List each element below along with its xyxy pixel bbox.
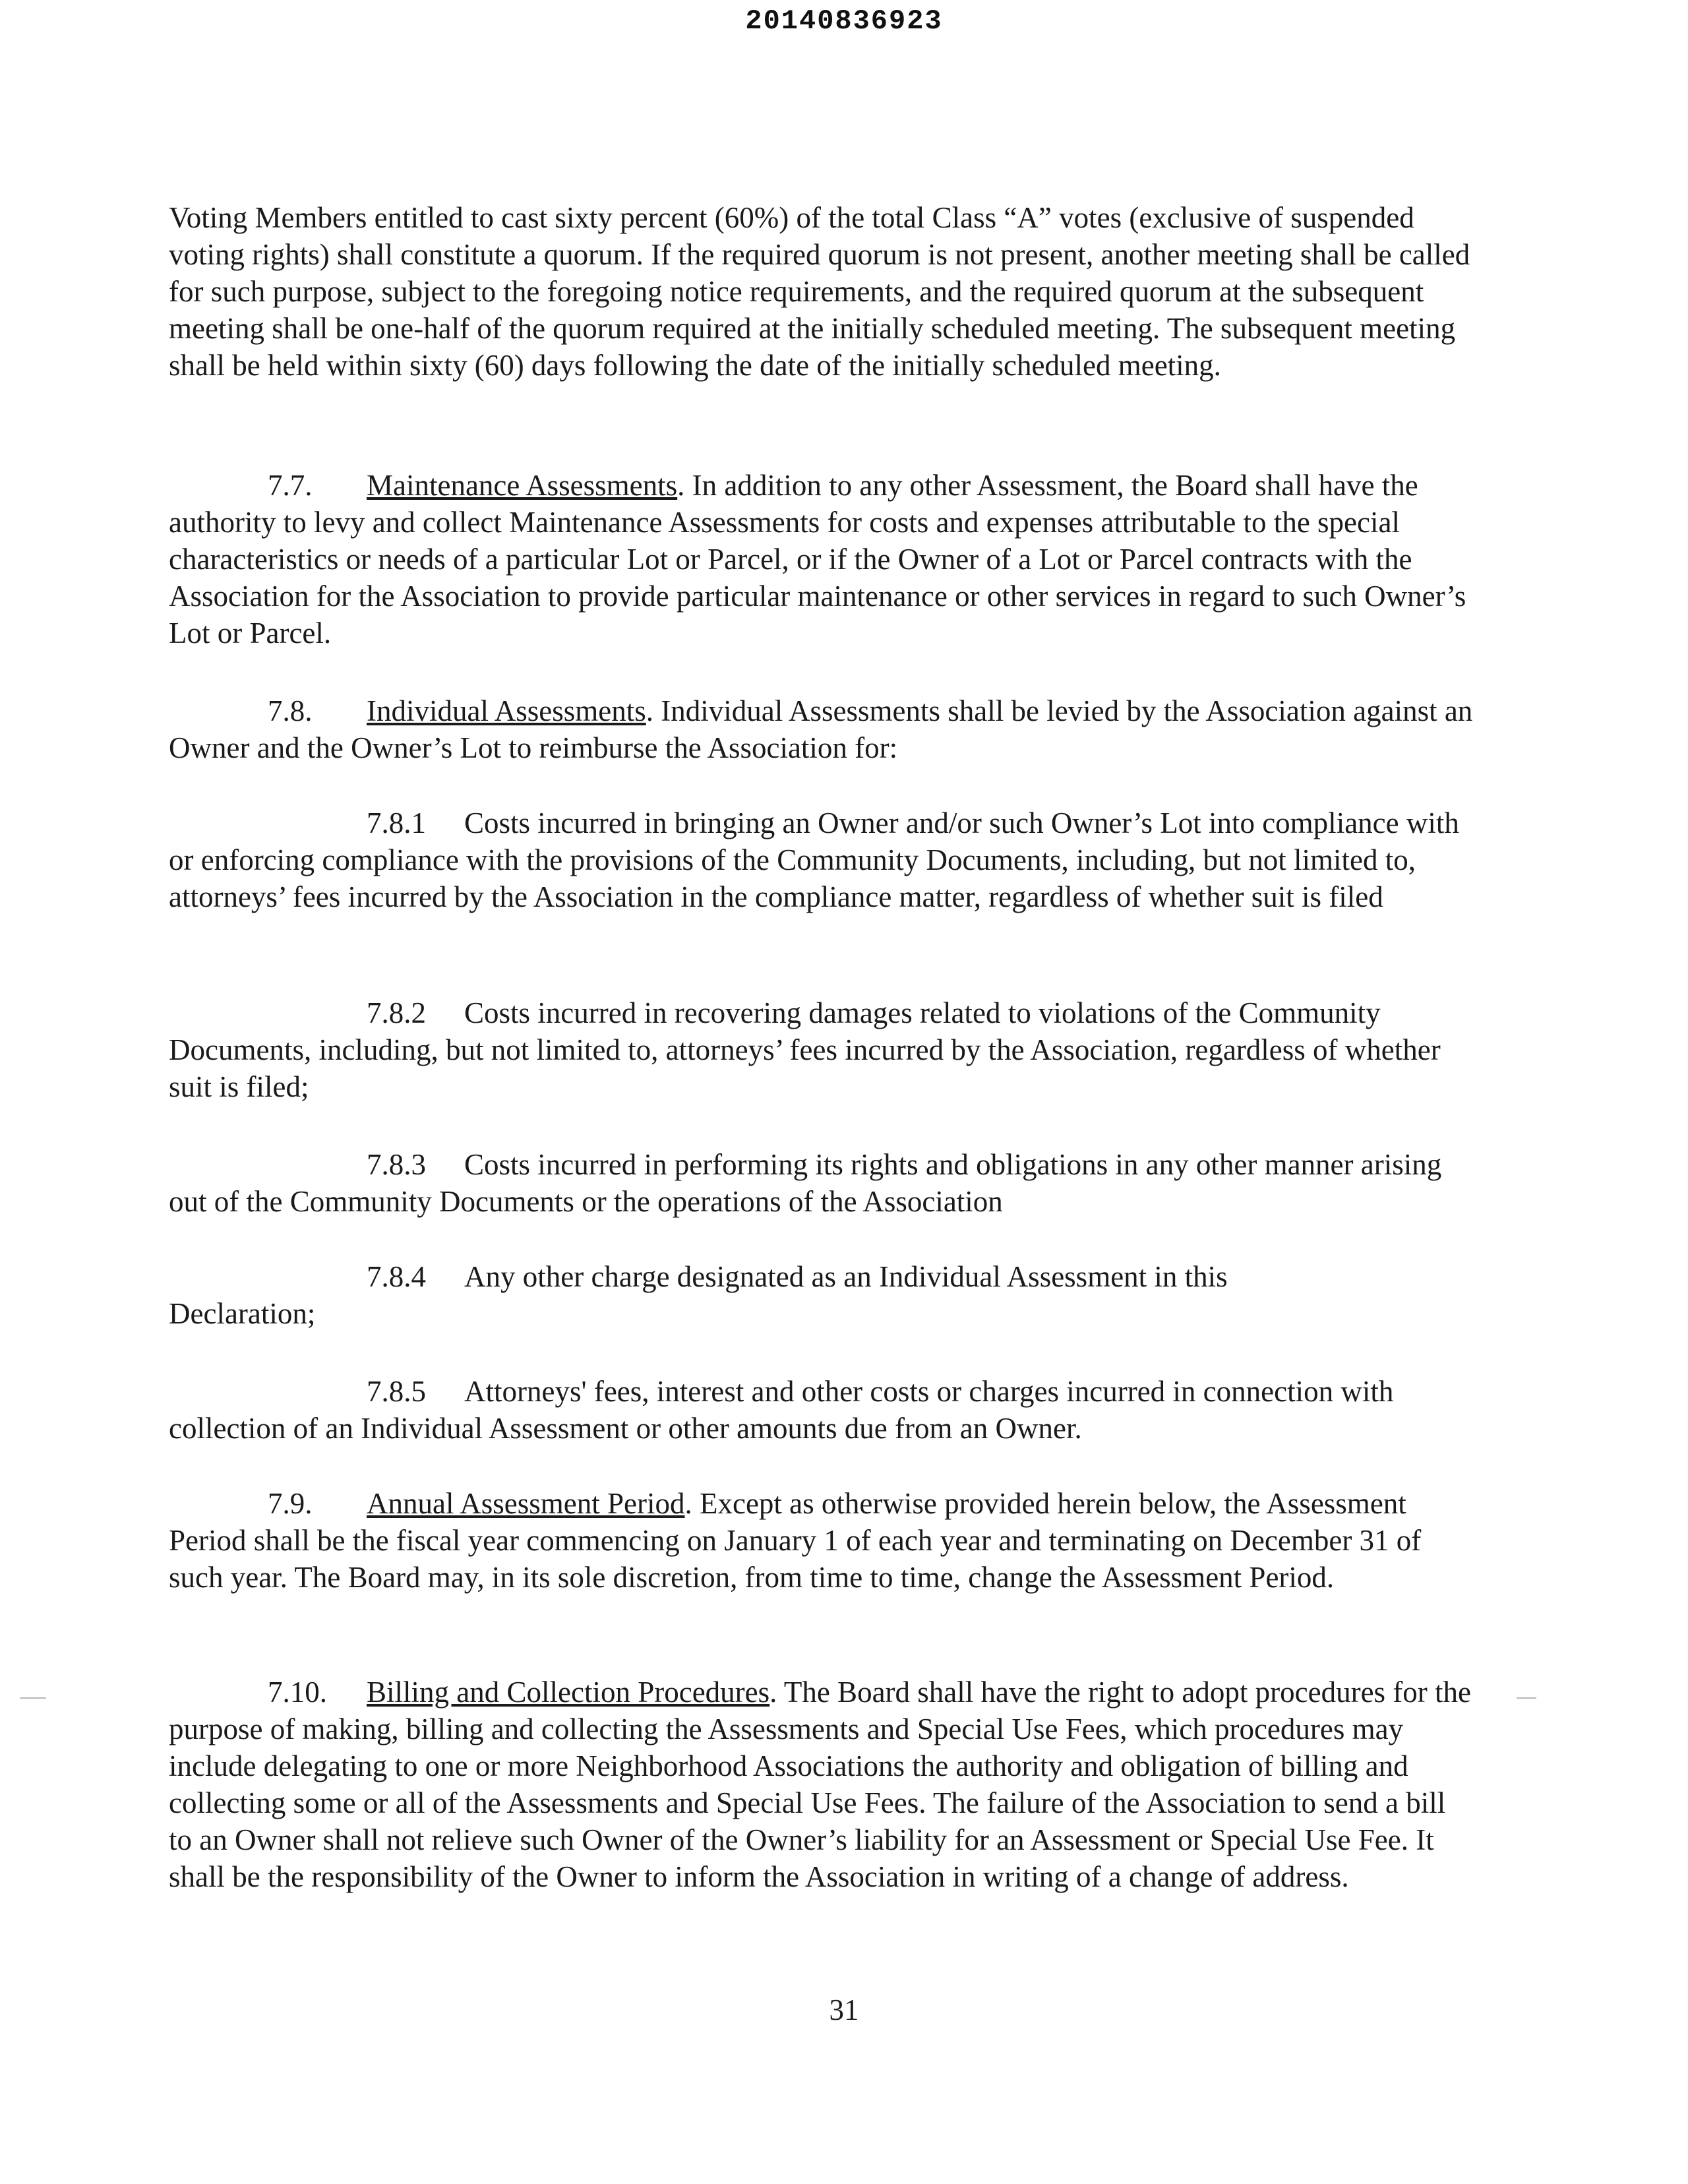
section-number: 7.8. [268, 694, 313, 727]
subsection-number: 7.8.5 [367, 1375, 426, 1408]
section-text: . In addition to any other Assessment, the Board shall have the authority to levy and collect Maintenance Assessments for costs and expenses attributable to the special characteristics or needs of a particular Lot or Parcel, or if the Owner of a Lot or Parcel contracts with the Association for the Association to provide particular maintenance or other services in regard to such Owner’s Lot or Parcel. [169, 469, 1466, 650]
section-7-10 [169, 1674, 1474, 1895]
scan-artifact [20, 1697, 46, 1699]
section-number: 7.10. [268, 1676, 327, 1709]
subsection-text: Costs incurred in recovering damages related to violations of the Community Documents, including, but not limited to, attorneys’ fees incurred by the Association, regardless of whether suit is filed; [169, 996, 1441, 1103]
subsection-number: 7.8.2 [367, 996, 426, 1029]
section-heading: Billing and Collection Procedures [367, 1676, 770, 1709]
subsection-number: 7.8.4 [367, 1260, 426, 1293]
section-7-8-1 [169, 804, 1474, 915]
page-number: 31 [829, 1993, 859, 2026]
subsection-text: Any other charge designated as an Individual Assessment in this [464, 1260, 1228, 1293]
section-text: . The Board shall have the right to adopt procedures for the purpose of making, billing and collecting the Assessments and Special Use Fees, which procedures may include delegating to one or more Neighborhood Associations the authority and obligation of billing and collecting some or all of the Assessments and Special Use Fees. The failure of the Association to send a bill to an Owner shall not relieve such Owner of the Owner’s liability for an Assessment or Special Use Fee. It shall be the responsibility of the Owner to inform the Association in writing of a change of address. [169, 1676, 1472, 1893]
document-id: 20140836923 [745, 5, 943, 37]
section-7-8-3 [169, 1146, 1474, 1220]
section-7-8-2 [169, 994, 1474, 1105]
subsection-text: Costs incurred in performing its rights and obligations in any other manner arising out of the Community Documents or the operations of the Association [169, 1148, 1442, 1218]
paragraph-quorum: Voting Members entitled to cast sixty percent (60%) of the total Class “A” votes (exclusive of suspended voting rights) shall constitute a quorum. If the required quorum is not present, another meeting shall be called for such purpose, subject to the foregoing notice requirements, and the required quorum at the subsequent meeting shall be one-half of the quorum required at the initially scheduled meeting. The subsequent meeting shall be held within sixty (60) days following the date of the initially scheduled meeting. [169, 201, 1470, 382]
subsection-text: Attorneys' fees, interest and other costs or charges incurred in connection with collection of an Individual Assessment or other amounts due from an Owner. [169, 1375, 1394, 1445]
section-heading: Maintenance Assessments [367, 469, 678, 502]
section-heading: Individual Assessments [367, 694, 646, 727]
scan-artifact [1517, 1697, 1536, 1699]
subsection-number: 7.8.1 [367, 806, 426, 839]
section-text: . Individual Assessments shall be levied by the Association against an Owner and the Owner’s Lot to reimburse the Association for: [169, 694, 1473, 764]
section-7-8-4 [169, 1258, 1474, 1332]
subsection-number: 7.8.3 [367, 1148, 426, 1181]
section-7-8 [169, 692, 1474, 766]
section-number: 7.7. [268, 469, 313, 502]
section-heading: Annual Assessment Period [367, 1487, 685, 1520]
subsection-continuation: Declaration; [169, 1297, 316, 1330]
subsection-text: Costs incurred in bringing an Owner and/or such Owner’s Lot into compliance with or enforcing compliance with the provisions of the Community Documents, including, but not limited to, attorneys’ fees incurred by the Association in the compliance matter, regardless of whether suit is filed [169, 806, 1459, 913]
section-7-9 [169, 1485, 1474, 1596]
section-number: 7.9. [268, 1487, 313, 1520]
section-7-8-5 [169, 1373, 1474, 1447]
section-7-7 [169, 467, 1474, 652]
section-text: . Except as otherwise provided herein below, the Assessment Period shall be the fiscal year commencing on January 1 of each year and terminating on December 31 of such year. The Board may, in its sole discretion, from time to time, change the Assessment Period. [169, 1487, 1422, 1594]
